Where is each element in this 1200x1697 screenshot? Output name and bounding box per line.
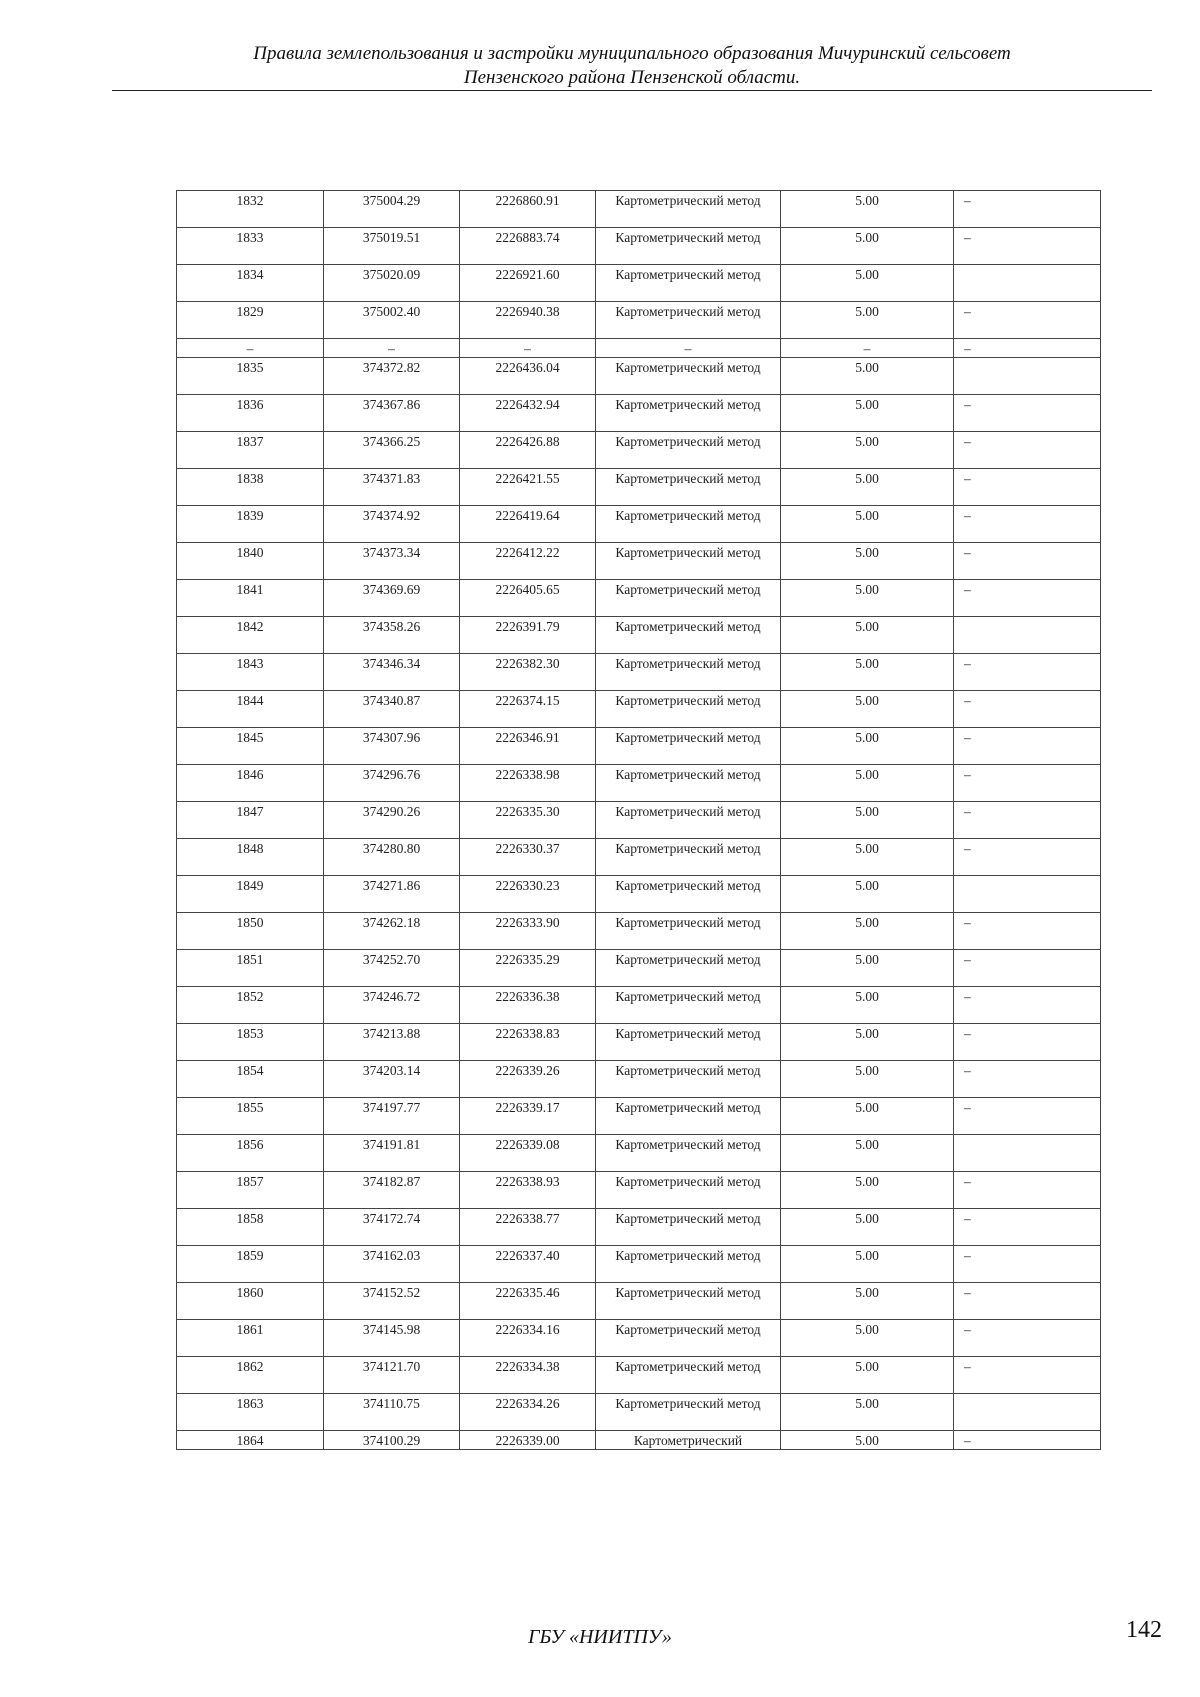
point-number-cell: 1855 — [177, 1098, 324, 1135]
accuracy-cell: 5.00 — [781, 1431, 954, 1450]
x-coordinate-cell: 375020.09 — [324, 265, 460, 302]
description-cell: – — [954, 950, 1101, 987]
y-coordinate-cell: 2226338.98 — [460, 765, 596, 802]
table-row — [177, 1024, 1101, 1061]
y-coordinate-cell: 2226330.37 — [460, 839, 596, 876]
x-coordinate-cell: 374145.98 — [324, 1320, 460, 1357]
method-cell: Картометрический метод — [596, 358, 781, 395]
header-divider — [112, 90, 1152, 91]
table-row — [177, 1320, 1101, 1357]
description-cell: – — [954, 913, 1101, 950]
description-cell: – — [954, 765, 1101, 802]
x-coordinate-cell: 374121.70 — [324, 1357, 460, 1394]
table-row — [177, 1209, 1101, 1246]
y-coordinate-cell: 2226335.30 — [460, 802, 596, 839]
y-coordinate-cell: 2226337.40 — [460, 1246, 596, 1283]
method-cell: Картометрический метод — [596, 1098, 781, 1135]
x-coordinate-cell: 374374.92 — [324, 506, 460, 543]
accuracy-cell: 5.00 — [781, 1394, 954, 1431]
y-coordinate-cell: 2226336.38 — [460, 987, 596, 1024]
table-row — [177, 265, 1101, 302]
x-coordinate-cell: 374100.29 — [324, 1431, 460, 1450]
description-cell: – — [954, 506, 1101, 543]
description-cell: – — [954, 1024, 1101, 1061]
table-row — [177, 876, 1101, 913]
description-cell: – — [954, 728, 1101, 765]
accuracy-cell: 5.00 — [781, 302, 954, 339]
accuracy-cell: 5.00 — [781, 802, 954, 839]
x-coordinate-cell: 374340.87 — [324, 691, 460, 728]
y-coordinate-cell: 2226334.16 — [460, 1320, 596, 1357]
y-coordinate-cell: 2226426.88 — [460, 432, 596, 469]
method-cell: Картометрический метод — [596, 1394, 781, 1431]
accuracy-cell: 5.00 — [781, 1061, 954, 1098]
method-cell: Картометрический метод — [596, 839, 781, 876]
accuracy-cell: 5.00 — [781, 228, 954, 265]
description-cell — [954, 265, 1101, 302]
method-cell: Картометрический метод — [596, 432, 781, 469]
description-cell — [954, 358, 1101, 395]
y-coordinate-cell: 2226338.77 — [460, 1209, 596, 1246]
method-cell: Картометрический метод — [596, 1024, 781, 1061]
point-number-cell: 1832 — [177, 191, 324, 228]
accuracy-cell: 5.00 — [781, 1024, 954, 1061]
description-cell: – — [954, 580, 1101, 617]
method-cell: Картометрический метод — [596, 1357, 781, 1394]
x-coordinate-cell: 374213.88 — [324, 1024, 460, 1061]
description-cell: – — [954, 1283, 1101, 1320]
point-number-cell: 1848 — [177, 839, 324, 876]
accuracy-cell: 5.00 — [781, 1209, 954, 1246]
description-cell: – — [954, 1357, 1101, 1394]
method-cell: Картометрический метод — [596, 913, 781, 950]
method-cell: Картометрический метод — [596, 765, 781, 802]
x-coordinate-cell: 375019.51 — [324, 228, 460, 265]
table-row — [177, 228, 1101, 265]
table-row — [177, 913, 1101, 950]
table-row — [177, 728, 1101, 765]
y-coordinate-cell: 2226374.15 — [460, 691, 596, 728]
y-coordinate-cell: 2226339.00 — [460, 1431, 596, 1450]
accuracy-cell: 5.00 — [781, 728, 954, 765]
x-coordinate-cell: 374346.34 — [324, 654, 460, 691]
point-number-cell: 1857 — [177, 1172, 324, 1209]
y-coordinate-cell: 2226883.74 — [460, 228, 596, 265]
description-cell: – — [954, 1172, 1101, 1209]
x-coordinate-cell: 374262.18 — [324, 913, 460, 950]
y-coordinate-cell: 2226339.08 — [460, 1135, 596, 1172]
x-coordinate-cell: 374203.14 — [324, 1061, 460, 1098]
description-cell: – — [954, 302, 1101, 339]
table-row — [177, 950, 1101, 987]
point-number-cell: 1856 — [177, 1135, 324, 1172]
point-number-cell: 1834 — [177, 265, 324, 302]
point-number-cell: 1845 — [177, 728, 324, 765]
description-cell — [954, 617, 1101, 654]
method-cell: Картометрический метод — [596, 395, 781, 432]
y-coordinate-cell: 2226412.22 — [460, 543, 596, 580]
table-row — [177, 1283, 1101, 1320]
method-cell: Картометрический метод — [596, 802, 781, 839]
point-number-cell: 1853 — [177, 1024, 324, 1061]
description-cell: – — [954, 543, 1101, 580]
x-coordinate-cell: 374152.52 — [324, 1283, 460, 1320]
x-coordinate-cell: 374246.72 — [324, 987, 460, 1024]
table-row — [177, 802, 1101, 839]
point-number-cell: 1859 — [177, 1246, 324, 1283]
y-coordinate-cell: 2226432.94 — [460, 395, 596, 432]
y-coordinate-cell: 2226335.29 — [460, 950, 596, 987]
method-cell: Картометрический метод — [596, 580, 781, 617]
x-coordinate-cell: 374307.96 — [324, 728, 460, 765]
table-row — [177, 1135, 1101, 1172]
accuracy-cell: 5.00 — [781, 839, 954, 876]
y-coordinate-cell: 2226339.17 — [460, 1098, 596, 1135]
y-coordinate-cell: 2226436.04 — [460, 358, 596, 395]
x-coordinate-cell: 374367.86 — [324, 395, 460, 432]
method-cell: Картометрический метод — [596, 1172, 781, 1209]
accuracy-cell: 5.00 — [781, 432, 954, 469]
point-number-cell: 1850 — [177, 913, 324, 950]
y-coordinate-cell: 2226339.26 — [460, 1061, 596, 1098]
description-cell: – — [954, 839, 1101, 876]
description-cell: – — [954, 987, 1101, 1024]
table-row — [177, 654, 1101, 691]
y-coordinate-cell: 2226338.83 — [460, 1024, 596, 1061]
table-row — [177, 1061, 1101, 1098]
x-coordinate-cell: 375002.40 — [324, 302, 460, 339]
y-coordinate-cell: 2226330.23 — [460, 876, 596, 913]
accuracy-cell: 5.00 — [781, 913, 954, 950]
method-cell: Картометрический метод — [596, 876, 781, 913]
y-coordinate-cell: 2226421.55 — [460, 469, 596, 506]
method-cell: Картометрический метод — [596, 654, 781, 691]
accuracy-cell: 5.00 — [781, 395, 954, 432]
table-row — [177, 1098, 1101, 1135]
accuracy-cell: 5.00 — [781, 1246, 954, 1283]
table-row — [177, 543, 1101, 580]
x-coordinate-cell: – — [324, 339, 460, 358]
page-number: 142 — [1126, 1617, 1162, 1643]
accuracy-cell: 5.00 — [781, 765, 954, 802]
table-row — [177, 469, 1101, 506]
method-cell: Картометрический метод — [596, 1246, 781, 1283]
point-number-cell: 1851 — [177, 950, 324, 987]
x-coordinate-cell: 374358.26 — [324, 617, 460, 654]
description-cell: – — [954, 1320, 1101, 1357]
x-coordinate-cell: 374182.87 — [324, 1172, 460, 1209]
point-number-cell: 1862 — [177, 1357, 324, 1394]
point-number-cell: 1842 — [177, 617, 324, 654]
description-cell: – — [954, 228, 1101, 265]
method-cell: Картометрический метод — [596, 1135, 781, 1172]
x-coordinate-cell: 374191.81 — [324, 1135, 460, 1172]
description-cell: – — [954, 802, 1101, 839]
description-cell: – — [954, 1246, 1101, 1283]
description-cell: – — [954, 339, 1101, 358]
x-coordinate-cell: 374252.70 — [324, 950, 460, 987]
x-coordinate-cell: 374280.80 — [324, 839, 460, 876]
accuracy-cell: 5.00 — [781, 358, 954, 395]
table-row — [177, 395, 1101, 432]
accuracy-cell: 5.00 — [781, 191, 954, 228]
table-row — [177, 987, 1101, 1024]
point-number-cell: 1863 — [177, 1394, 324, 1431]
accuracy-cell: 5.00 — [781, 1135, 954, 1172]
table-row — [177, 1172, 1101, 1209]
description-cell — [954, 876, 1101, 913]
y-coordinate-cell: 2226419.64 — [460, 506, 596, 543]
table-row — [177, 691, 1101, 728]
y-coordinate-cell: 2226346.91 — [460, 728, 596, 765]
accuracy-cell: 5.00 — [781, 1172, 954, 1209]
method-cell: Картометрический метод — [596, 1061, 781, 1098]
table-row — [177, 1431, 1101, 1450]
x-coordinate-cell: 374371.83 — [324, 469, 460, 506]
method-cell: Картометрический метод — [596, 617, 781, 654]
accuracy-cell: 5.00 — [781, 691, 954, 728]
method-cell: Картометрический метод — [596, 191, 781, 228]
point-number-cell: 1829 — [177, 302, 324, 339]
method-cell: Картометрический метод — [596, 1283, 781, 1320]
x-coordinate-cell: 374290.26 — [324, 802, 460, 839]
point-number-cell: 1854 — [177, 1061, 324, 1098]
x-coordinate-cell: 374373.34 — [324, 543, 460, 580]
point-number-cell: 1847 — [177, 802, 324, 839]
description-cell: – — [954, 1098, 1101, 1135]
table-row — [177, 765, 1101, 802]
method-cell: Картометрический метод — [596, 987, 781, 1024]
y-coordinate-cell: 2226940.38 — [460, 302, 596, 339]
point-number-cell: 1861 — [177, 1320, 324, 1357]
point-number-cell: 1849 — [177, 876, 324, 913]
table-row — [177, 432, 1101, 469]
description-cell: – — [954, 1209, 1101, 1246]
method-cell: Картометрический метод — [596, 1209, 781, 1246]
point-number-cell: 1843 — [177, 654, 324, 691]
table-row — [177, 1357, 1101, 1394]
method-cell: Картометрический метод — [596, 506, 781, 543]
table-row — [177, 191, 1101, 228]
point-number-cell: 1858 — [177, 1209, 324, 1246]
point-number-cell: 1860 — [177, 1283, 324, 1320]
x-coordinate-cell: 374162.03 — [324, 1246, 460, 1283]
y-coordinate-cell: 2226405.65 — [460, 580, 596, 617]
method-cell: Картометрический метод — [596, 1320, 781, 1357]
point-number-cell: 1833 — [177, 228, 324, 265]
y-coordinate-cell: 2226334.38 — [460, 1357, 596, 1394]
method-cell: Картометрический метод — [596, 691, 781, 728]
description-cell: – — [954, 469, 1101, 506]
accuracy-cell: 5.00 — [781, 876, 954, 913]
y-coordinate-cell: 2226860.91 — [460, 191, 596, 228]
table-row — [177, 1394, 1101, 1431]
accuracy-cell: 5.00 — [781, 617, 954, 654]
y-coordinate-cell: 2226391.79 — [460, 617, 596, 654]
x-coordinate-cell: 374110.75 — [324, 1394, 460, 1431]
y-coordinate-cell: – — [460, 339, 596, 358]
y-coordinate-cell: 2226335.46 — [460, 1283, 596, 1320]
accuracy-cell: 5.00 — [781, 1098, 954, 1135]
method-cell: Картометрический метод — [596, 228, 781, 265]
point-number-cell: 1837 — [177, 432, 324, 469]
page-header — [112, 42, 1152, 90]
point-number-cell: 1841 — [177, 580, 324, 617]
table-row — [177, 506, 1101, 543]
coordinates-table — [176, 190, 1101, 1450]
method-cell: Картометрический метод — [596, 543, 781, 580]
point-number-cell: 1840 — [177, 543, 324, 580]
description-cell: – — [954, 654, 1101, 691]
x-coordinate-cell: 374296.76 — [324, 765, 460, 802]
method-cell: Картометрический метод — [596, 265, 781, 302]
table-row — [177, 1246, 1101, 1283]
accuracy-cell: – — [781, 339, 954, 358]
accuracy-cell: 5.00 — [781, 987, 954, 1024]
description-cell — [954, 1135, 1101, 1172]
method-cell: Картометрический — [596, 1431, 781, 1450]
accuracy-cell: 5.00 — [781, 950, 954, 987]
description-cell: – — [954, 1061, 1101, 1098]
x-coordinate-cell: 375004.29 — [324, 191, 460, 228]
point-number-cell: 1839 — [177, 506, 324, 543]
y-coordinate-cell: 2226921.60 — [460, 265, 596, 302]
method-cell: Картометрический метод — [596, 302, 781, 339]
header-line-2: Пензенского района Пензенской области. — [463, 67, 801, 88]
y-coordinate-cell: 2226334.26 — [460, 1394, 596, 1431]
method-cell: Картометрический метод — [596, 950, 781, 987]
method-cell: Картометрический метод — [596, 728, 781, 765]
description-cell: – — [954, 1431, 1101, 1450]
method-cell: Картометрический метод — [596, 469, 781, 506]
point-number-cell: 1835 — [177, 358, 324, 395]
point-number-cell: – — [177, 339, 324, 358]
accuracy-cell: 5.00 — [781, 654, 954, 691]
point-number-cell: 1844 — [177, 691, 324, 728]
point-number-cell: 1836 — [177, 395, 324, 432]
table-row — [177, 302, 1101, 339]
description-cell: – — [954, 191, 1101, 228]
table-row — [177, 839, 1101, 876]
x-coordinate-cell: 374372.82 — [324, 358, 460, 395]
accuracy-cell: 5.00 — [781, 469, 954, 506]
point-number-cell: 1846 — [177, 765, 324, 802]
y-coordinate-cell: 2226338.93 — [460, 1172, 596, 1209]
y-coordinate-cell: 2226333.90 — [460, 913, 596, 950]
y-coordinate-cell: 2226382.30 — [460, 654, 596, 691]
accuracy-cell: 5.00 — [781, 543, 954, 580]
accuracy-cell: 5.00 — [781, 1283, 954, 1320]
table-row — [177, 358, 1101, 395]
description-cell: – — [954, 691, 1101, 728]
table-row — [177, 339, 1101, 358]
method-cell: – — [596, 339, 781, 358]
footer-organization: ГБУ «НИИТПУ» — [528, 1626, 672, 1648]
point-number-cell: 1864 — [177, 1431, 324, 1450]
table-row — [177, 580, 1101, 617]
accuracy-cell: 5.00 — [781, 265, 954, 302]
description-cell: – — [954, 395, 1101, 432]
accuracy-cell: 5.00 — [781, 580, 954, 617]
point-number-cell: 1852 — [177, 987, 324, 1024]
x-coordinate-cell: 374197.77 — [324, 1098, 460, 1135]
description-cell — [954, 1394, 1101, 1431]
accuracy-cell: 5.00 — [781, 1320, 954, 1357]
accuracy-cell: 5.00 — [781, 1357, 954, 1394]
x-coordinate-cell: 374271.86 — [324, 876, 460, 913]
table-row — [177, 617, 1101, 654]
header-line-1: Правила землепользования и застройки муниципального образования Мичуринский сельсовет — [253, 43, 1011, 64]
coordinates-table-body — [177, 191, 1101, 1450]
x-coordinate-cell: 374366.25 — [324, 432, 460, 469]
point-number-cell: 1838 — [177, 469, 324, 506]
x-coordinate-cell: 374172.74 — [324, 1209, 460, 1246]
x-coordinate-cell: 374369.69 — [324, 580, 460, 617]
description-cell: – — [954, 432, 1101, 469]
accuracy-cell: 5.00 — [781, 506, 954, 543]
